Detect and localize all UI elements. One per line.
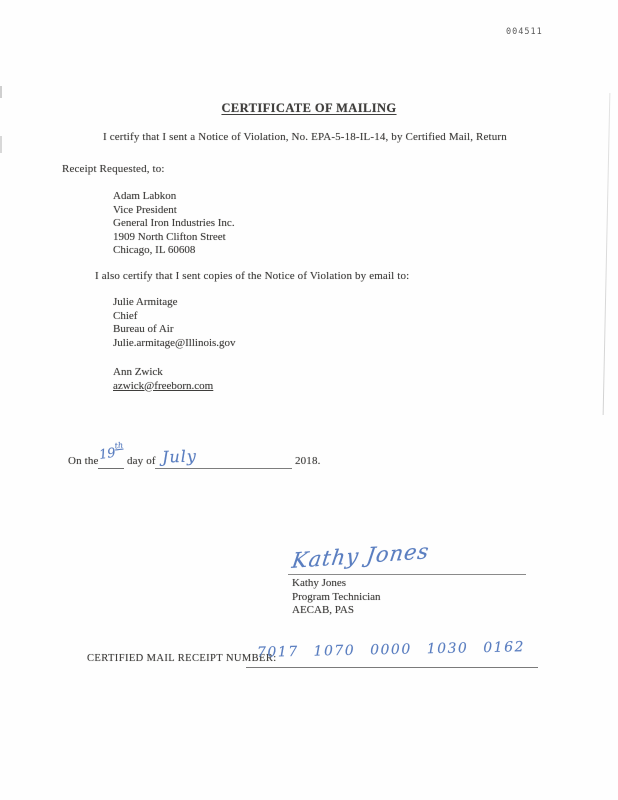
recipient-company: General Iron Industries Inc. (113, 217, 235, 229)
day-blank-line (98, 468, 124, 469)
control-number: 004511 (506, 27, 543, 37)
scan-artifact-smudge (0, 86, 2, 98)
signer-title: Program Technician (292, 590, 381, 603)
date-year-text: 2018. (295, 455, 321, 467)
email-recipient-1-org: Bureau of Air (113, 323, 174, 335)
handwritten-day (98, 440, 125, 463)
month-blank-line (155, 468, 292, 469)
receipt-number-label: CERTIFIED MAIL RECEIPT NUMBER: (87, 653, 277, 664)
email-recipient-2-name: Ann Zwick (113, 366, 163, 378)
signer-org: AECAB, PAS (292, 604, 354, 616)
email-recipient-2 (113, 366, 213, 393)
email-recipient-1 (113, 296, 236, 350)
handwritten-month: July (161, 446, 198, 467)
date-connector-text: day of (127, 455, 156, 467)
certify-statement-line2: Receipt Requested, to: (62, 163, 165, 175)
handwritten-day-number: 19 (98, 445, 117, 463)
receipt-number-blank-line (246, 667, 538, 668)
email-recipient-1-title: Chief (113, 309, 138, 322)
recipient-street: 1909 North Clifton Street (113, 230, 226, 243)
signer-name: Kathy Jones (292, 577, 347, 589)
recipient-title: Vice President (113, 203, 177, 216)
document-title: CERTIFICATE OF MAILING (221, 101, 397, 115)
email-recipient-1-address: Julie.armitage@Illinois.gov (113, 336, 236, 349)
email-certify-statement: I also certify that I sent copies of the Notice of Violation by email to: (95, 270, 410, 282)
handwritten-day-suffix: th (114, 440, 124, 451)
recipient-name: Adam Labkon (113, 190, 177, 202)
mail-recipient-address (113, 190, 235, 258)
recipient-city: Chicago, IL 60608 (113, 244, 196, 256)
scan-artifact-smudge (0, 136, 2, 153)
scan-artifact-right-line (603, 93, 611, 415)
certify-statement-line1: I certify that I sent a Notice of Violation, No. EPA-5-18-IL-14, by Certified Mail, Return (103, 131, 507, 143)
signer-block (292, 577, 381, 618)
handwritten-signature: Kathy Jones (290, 539, 432, 573)
signature-line (288, 574, 526, 575)
date-prefix-text: On the (68, 455, 99, 467)
handwritten-receipt-number: 7017 1070 0000 1030 0162 (256, 639, 526, 661)
email-recipient-1-name: Julie Armitage (113, 296, 178, 308)
email-recipient-2-address: azwick@freeborn.com (113, 379, 214, 392)
